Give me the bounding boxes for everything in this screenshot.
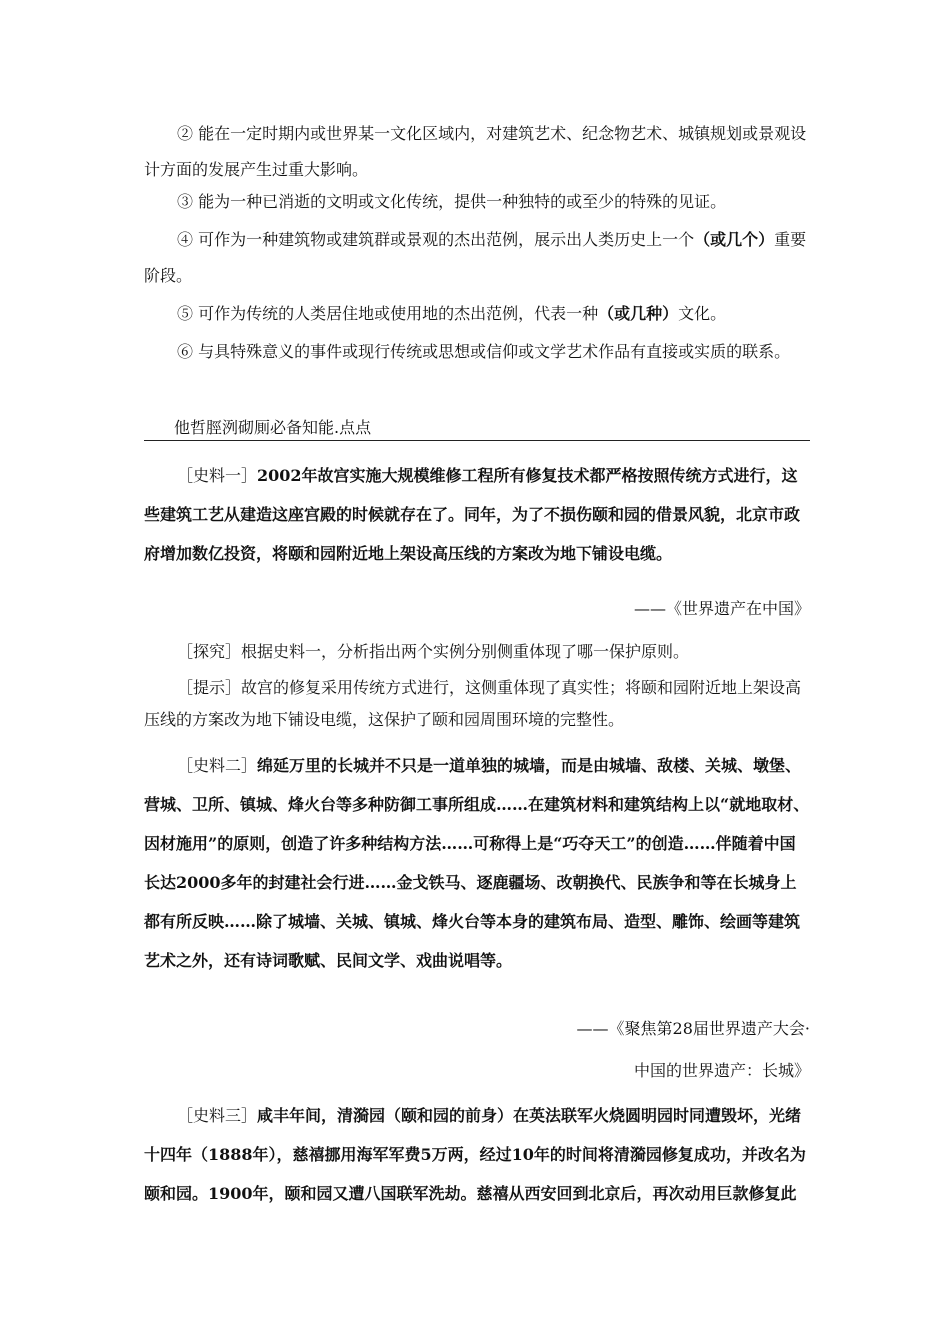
criterion-text-tail: 重要阶段。	[144, 230, 807, 285]
material-2-source-line2: 中国的世界遗产：长城》	[633, 1061, 810, 1080]
material-1-tag: ［史料一］	[177, 466, 258, 485]
material-3-text: 咸丰年间，清漪园（颐和园的前身）在英法联军火烧圆明园时同遭毁坏，光绪十四年（1888年），慈禧挪用海军军费5万两，经过10年的时间将清漪园修复成功，并改名为颐和园。1900年，颐和园又遭八国联军洗劫。慈禧从西安回到北京后，再次动用巨款修复此	[144, 1106, 806, 1203]
material-2-source-line1: ——《聚焦第28届世界遗产大会·	[576, 1019, 810, 1038]
criterion-bold-text: （或几种）	[598, 304, 679, 323]
material-1-text: 2002年故宫实施大规模维修工程所有修复技术都严格按照传统方式进行，这些建筑工艺从建造这座宫殿的时候就存在了。同年，为了不损伤颐和园的借景风貌，北京市政府增加数亿投资，将颐和园附近地上架设高压线的方案改为地下铺设电缆。	[144, 466, 801, 563]
criterion-number: ④	[177, 230, 194, 249]
material-2	[144, 746, 810, 980]
criterion-text: 可作为一种建筑物或建筑群或景观的杰出范例，展示出人类历史上一个	[193, 230, 695, 249]
section-header-text: 他哲脛洌砌厠必备知能.点点	[174, 418, 372, 437]
inquiry-tag: ［探究］	[177, 642, 242, 661]
criterion-text: 能为一种已消逝的文明或文化传统，提供一种独特的或至少的特殊的见证。	[193, 192, 727, 211]
criterion-5	[144, 296, 810, 332]
criterion-2	[144, 116, 810, 188]
material-1-source: ——《世界遗产在中国》	[633, 599, 810, 618]
material-1	[144, 456, 810, 573]
criterion-bold-text: （或几个）	[694, 230, 775, 249]
material-2-tag: ［史料二］	[177, 756, 258, 775]
hint-text: 故宫的修复采用传统方式进行，这侧重体现了真实性；将颐和园附近地上架设高压线的方案改为地下铺设电缆，这保护了颐和园周围环境的完整性。	[144, 678, 802, 729]
material-3	[144, 1096, 810, 1213]
hint	[144, 672, 810, 736]
criterion-3	[144, 184, 810, 220]
hint-tag: ［提示］	[177, 678, 242, 697]
criterion-6	[144, 334, 810, 370]
material-3-tag: ［史料三］	[177, 1106, 258, 1125]
criterion-text: 与具特殊意义的事件或现行传统或思想或信仰或文学艺术作品有直接或实质的联系。	[193, 342, 791, 361]
criterion-4	[144, 222, 810, 294]
criterion-number: ⑥	[177, 342, 194, 361]
criterion-text: 能在一定时期内或世界某一文化区域内，对建筑艺术、纪念物艺术、城镇规划或景观设计方面的发展产生过重大影响。	[144, 124, 807, 179]
criterion-text-tail: 文化。	[678, 304, 727, 323]
criterion-number: ③	[177, 192, 194, 211]
inquiry	[144, 636, 810, 668]
section-header	[144, 416, 810, 441]
criterion-number: ⑤	[177, 304, 194, 323]
criterion-text: 可作为传统的人类居住地或使用地的杰出范例，代表一种	[193, 304, 599, 323]
inquiry-text: 根据史料一，分析指出两个实例分别侧重体现了哪一保护原则。	[241, 642, 690, 661]
material-2-text: 绵延万里的长城并不只是一道单独的城墙，而是由城墙、敌楼、关城、墩堡、营城、卫所、镇城、烽火台等多种防御工事所组成……在建筑材料和建筑结构上以“就地取材、因材施用”的原则，创造了许多种结构方法……可称得上是“巧夺天工”的创造……伴随着中国长达2000多年的封建社会行进……金戈铁马、逐鹿疆场、改朝换代、民族争和等在长城身上都有所反映……除了城墙、关城、镇城、烽火台等本身的建筑布局、造型、雕饰、绘画等建筑艺术之外，还有诗词歌赋、民间文学、戏曲说唱等。	[144, 756, 810, 970]
criterion-number: ②	[177, 124, 194, 143]
